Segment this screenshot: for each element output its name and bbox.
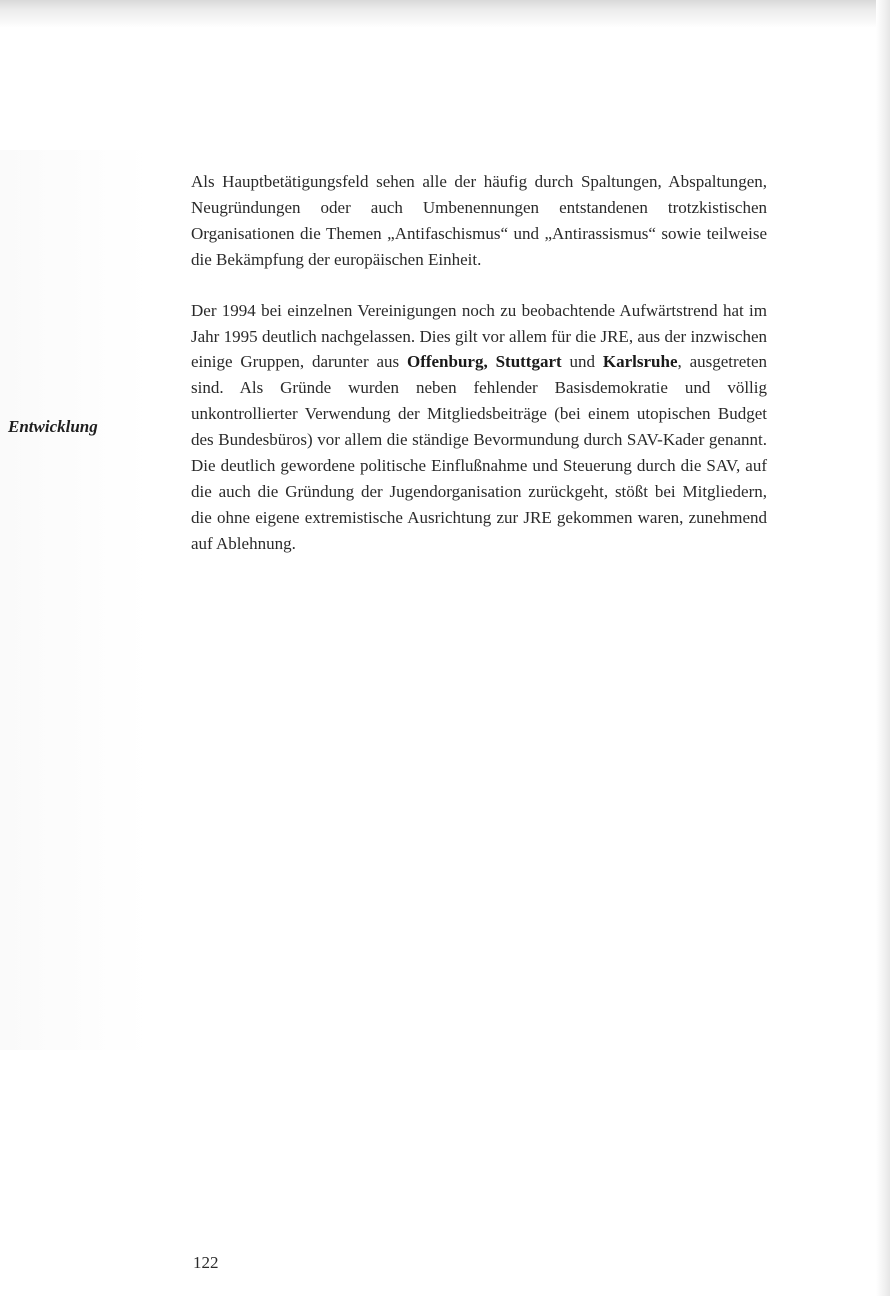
separator-und: und (561, 352, 603, 372)
page-number: 122 (193, 1253, 219, 1272)
body-text (191, 169, 767, 557)
city-offenburg: Offenburg, (406, 352, 488, 372)
scan-right-edge (876, 0, 890, 1296)
separator-space (488, 352, 496, 371)
scan-top-shadow (0, 0, 890, 28)
margin-note: Entwicklung (8, 417, 98, 436)
paragraph-2 (191, 298, 767, 557)
paragraph-2-text-end: , ausgetreten sind. Als Gründe wurden neben fehlender Basisdemokratie und völlig unkontrollierter Verwendung der Mitgliedsbeiträge (bei einem utopischen Budget des Bundesbüros) vor allem die ständige Bevormundung durch SAV-Kader genannt. Die deutlich gewordene politische Einflußnahme und Steuerung durch die SAV, auf die auch die Gründung der Jugendorganisation zurückgeht, stößt bei Mitgliedern, die ohne eigene extremistische Ausrichtung zur JRE gekommen waren, zunehmend auf Ablehnung. (191, 352, 768, 553)
city-stuttgart: Stuttgart (495, 352, 562, 372)
paragraph-2-text-start: Der 1994 bei einzelnen Vereinigungen noch zu beobachtende Aufwärtstrend hat im Jahr 1995 deutlich nachgelassen. Dies gilt vor allem für die JRE, aus der inzwischen einige Gruppen, darunter aus (191, 300, 767, 372)
city-karlsruhe: Karlsruhe (602, 352, 678, 372)
paragraph-1: Als Hauptbetätigungsfeld sehen alle der häufig durch Spaltungen, Abspaltungen, Neugründungen oder auch Umbenennungen entstandenen trotzkistischen Organisationen die Themen „Antifaschismus“ und „Antirassismus“ sowie teilweise die Bekämpfung der europäischen Einheit. (191, 172, 767, 269)
scan-left-stain (0, 150, 150, 1050)
